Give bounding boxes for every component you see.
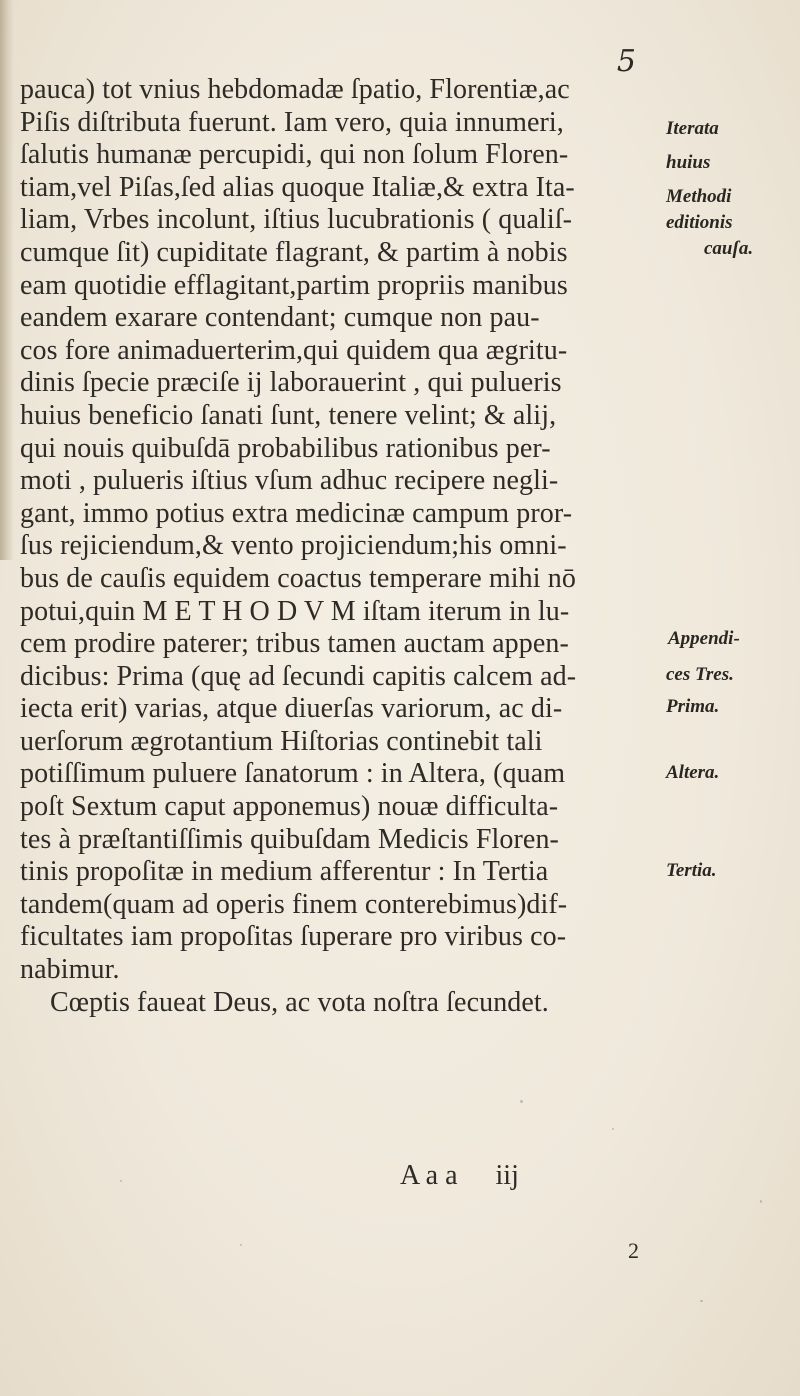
- text-line: qui nouis quibuſdā probabilibus rationibus per-: [20, 432, 551, 464]
- signature-mark: A a a: [400, 1160, 458, 1191]
- text-line: uerſorum ægrotantium Hiſtorias continebit tali: [20, 725, 543, 757]
- text-line: tiam,vel Piſas,ſed alias quoque Italiæ,& extra Ita-: [20, 171, 575, 203]
- top-mark: 5: [616, 44, 636, 79]
- text-line: moti , pulueris iſtius vſum adhuc recipere negli-: [20, 465, 559, 497]
- marginal-note: huius: [666, 152, 711, 173]
- text-line: cem prodire paterer; tribus tamen auctam appen-: [20, 628, 569, 660]
- text-line: tandem(quam ad operis finem conterebimus)dif-: [20, 888, 568, 920]
- marginal-note: ces Tres.: [666, 664, 734, 685]
- text-line: tes à præſtantiſſimis quibuſdam Medicis Floren-: [20, 823, 559, 855]
- text-line: bus de cauſis equidem coactus temperare mihi nō: [20, 562, 576, 594]
- text-line: liam, Vrbes incolunt, iſtius lucubrationis ( qualiſ-: [20, 204, 573, 236]
- text-line: dicibus: Prima (quę ad ſecundi capitis calcem ad-: [20, 660, 577, 692]
- marginal-note: Tertia.: [666, 860, 717, 881]
- text-line: pauca) tot vnius hebdomadæ ſpatio, Florentiæ,ac: [20, 74, 570, 105]
- text-line: iecta erit) varias, atque diuerſas variorum, ac di-: [20, 693, 563, 725]
- text-line: nabimur.: [20, 954, 120, 986]
- marginal-note: editionis: [666, 212, 733, 233]
- page-number: 2: [628, 1238, 639, 1263]
- signature-suffix: iij: [495, 1160, 519, 1191]
- text-line: ficultates iam propoſitas ſuperare pro viribus co-: [20, 921, 567, 953]
- text-line: ſus rejiciendum,& vento projiciendum;his omni-: [20, 530, 567, 562]
- signature-line: [400, 1160, 519, 1192]
- text-line: dinis ſpecie præciſe ij laborauerint , qui pulueris: [20, 367, 562, 399]
- text-line: eam quotidie efflagitant,partim propriis manibus: [20, 269, 568, 301]
- text-line: huius beneficio ſanati ſunt, tenere velint; & alij,: [20, 399, 557, 431]
- text-line: cos fore animaduerterim,qui quidem qua ægritu-: [20, 334, 568, 366]
- binding-shadow: [0, 0, 14, 560]
- text-line: ſalutis humanæ percupidi, qui non ſolum Floren-: [20, 139, 569, 171]
- text-line: tinis propoſitæ in medium afferentur : In Tertia: [20, 856, 549, 888]
- text-line: eandem exarare contendant; cumque non pau-: [20, 302, 540, 334]
- text-line: Piſis diſtributa fuerunt. Iam vero, quia innumeri,: [20, 106, 564, 138]
- closing-line: Cœptis faueat Deus, ac vota noſtra ſecundet.: [50, 986, 549, 1018]
- text-line: gant, immo potius extra medicinæ campum pror-: [20, 497, 573, 529]
- marginal-note: Methodi: [666, 186, 732, 207]
- marginal-note: Altera.: [666, 762, 720, 783]
- marginal-note: Prima.: [666, 696, 720, 717]
- marginal-note: Appendi-: [668, 628, 740, 649]
- text-line: potiſſimum puluere ſanatorum : in Altera, (quam: [20, 758, 566, 790]
- main-text: [20, 74, 660, 1019]
- marginal-note: cauſa.: [704, 238, 754, 259]
- text-line: cumque ſit) cupiditate flagrant, & partim à nobis: [20, 236, 568, 268]
- text-line: potui,quin M E T H O D V M iſtam iterum in lu-: [20, 595, 570, 627]
- text-line: poſt Sextum caput apponemus) nouæ difficulta-: [20, 791, 559, 823]
- marginal-note: Iterata: [666, 118, 719, 139]
